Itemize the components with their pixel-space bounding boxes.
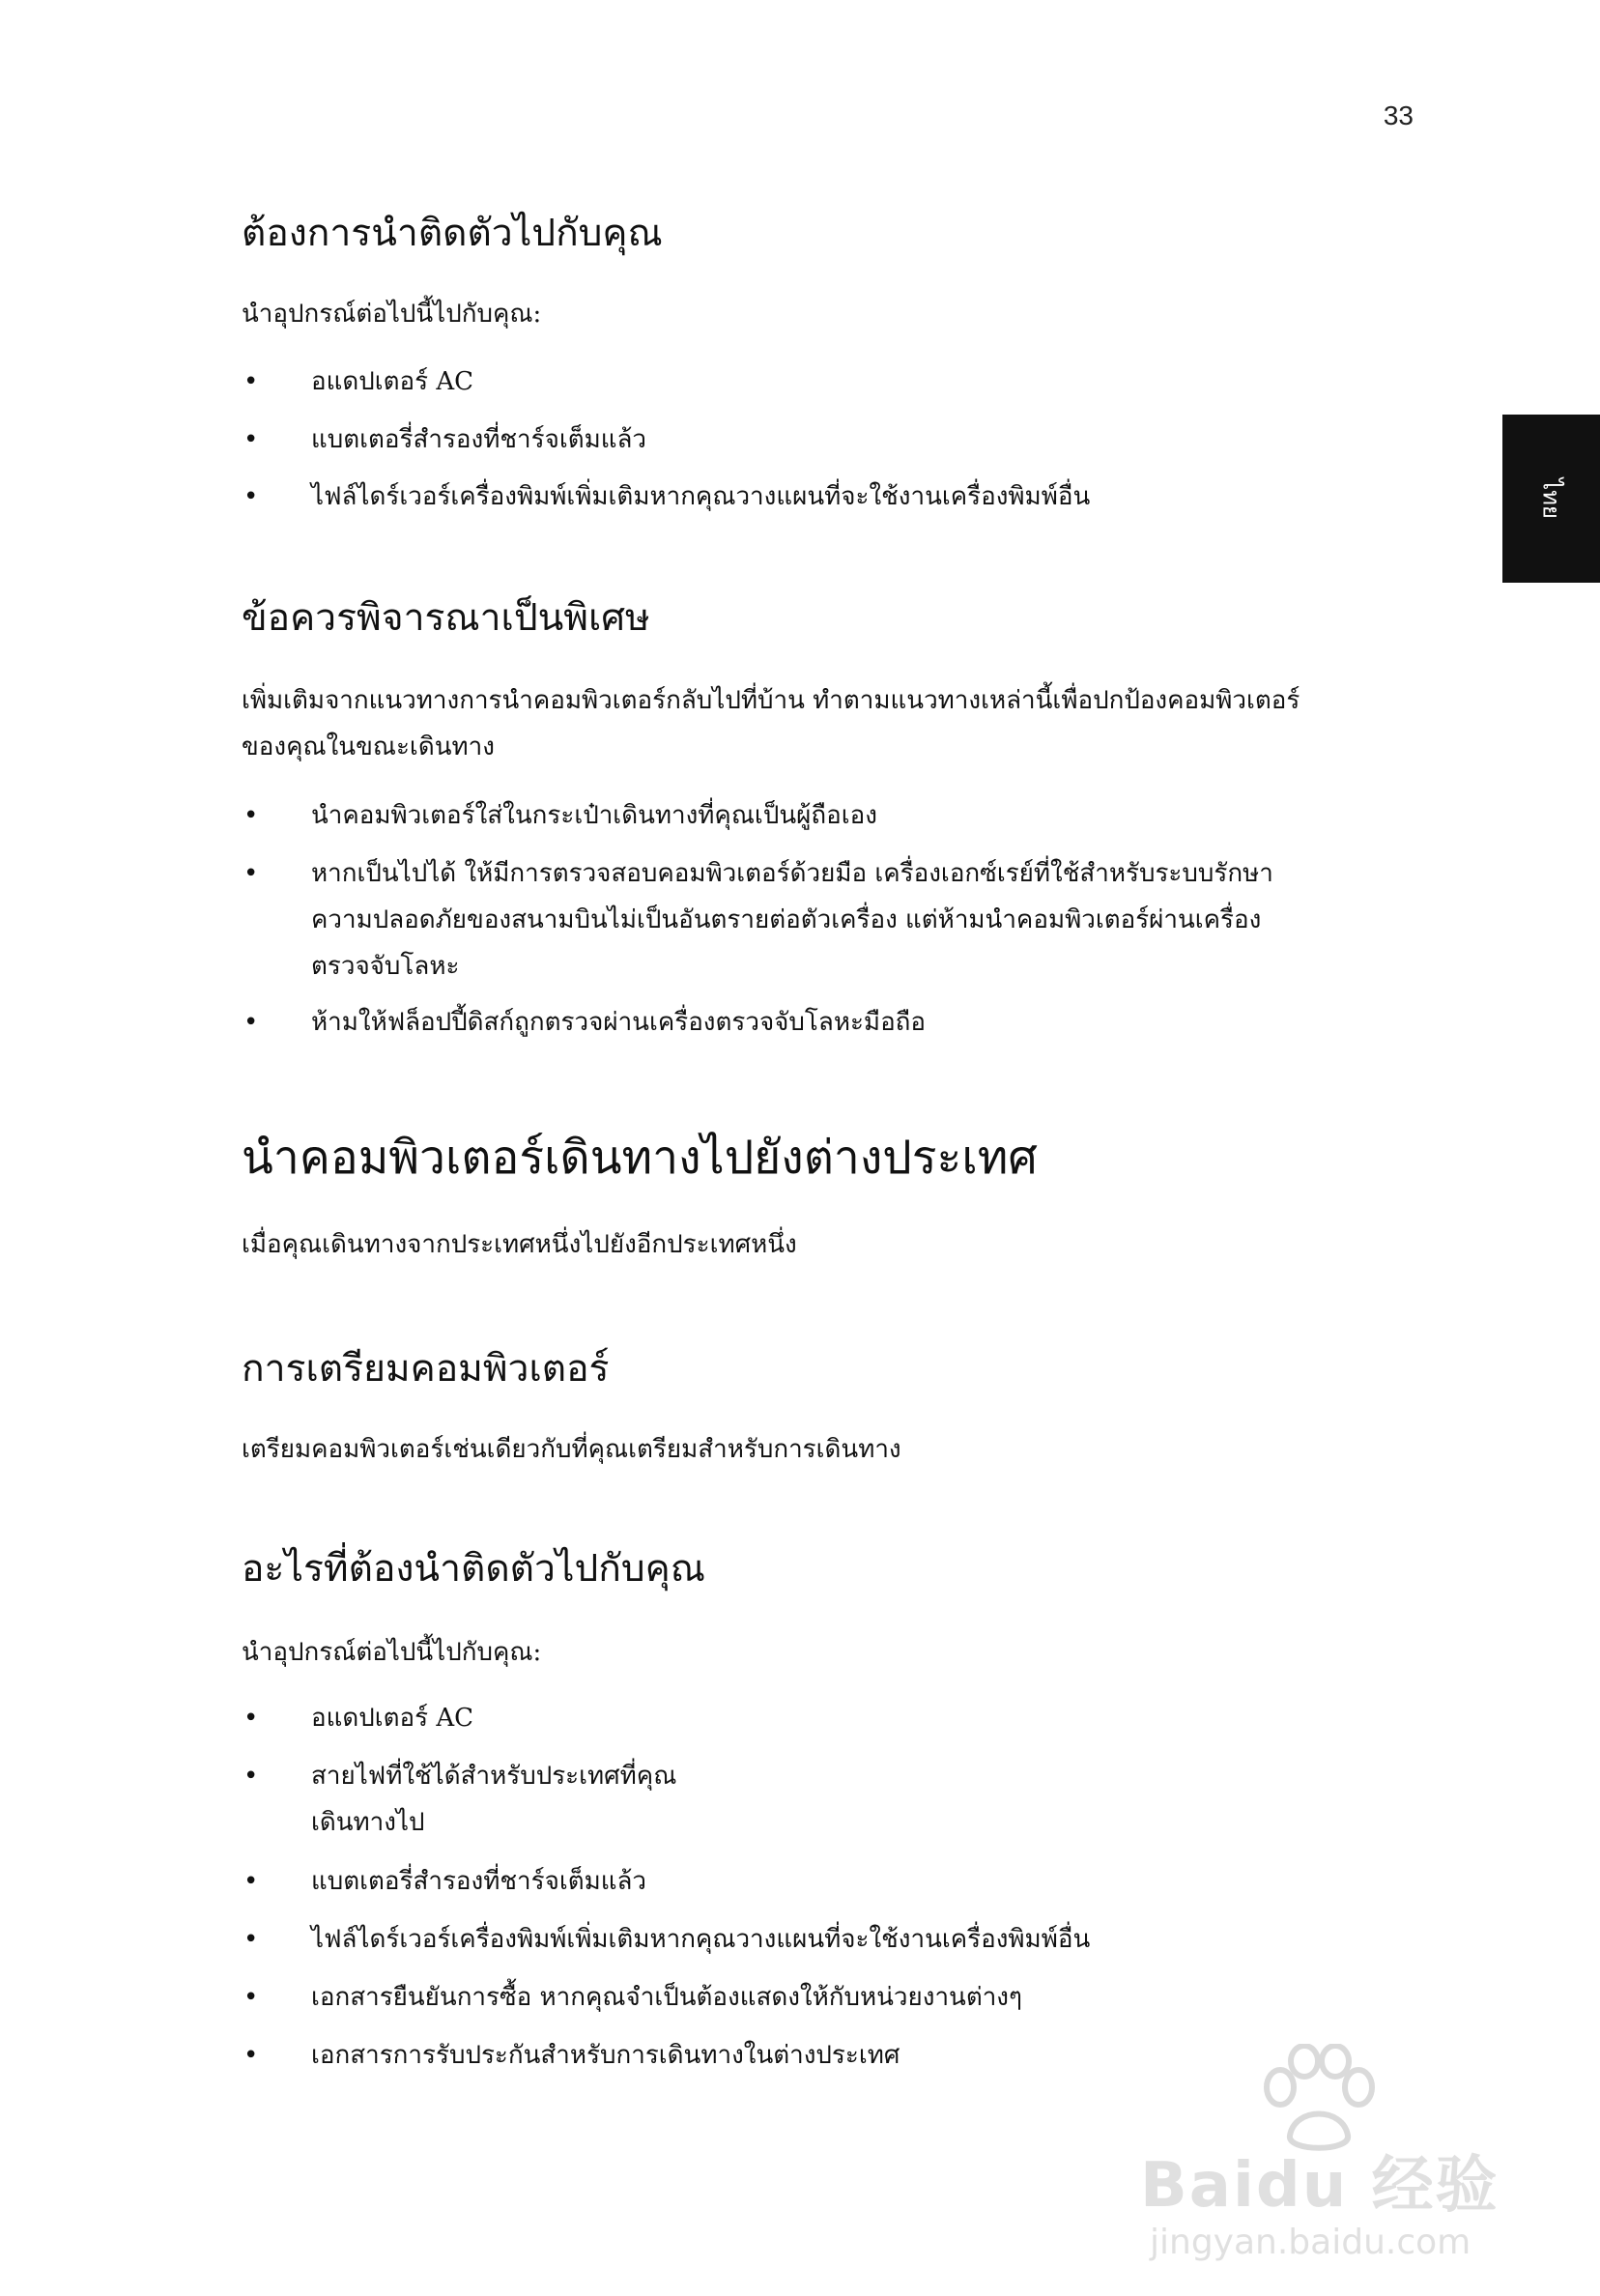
list-item-text: ห้ามให้ฟล็อปปี้ดิสก์ถูกตรวจผ่านเครื่องตรวจจับโลหะมือถือ	[311, 1008, 927, 1037]
section-intro-line: เพิ่มเติมจากแนวทางการนำคอมพิวเตอร์กลับไปที่บ้าน ทำตามแนวทางเหล่านี้เพื่อปกป้องคอมพิวเตอร์	[242, 686, 1300, 715]
list-item-text: แบตเตอรี่สำรองที่ชาร์จเต็มแล้ว	[311, 425, 647, 454]
baidu-watermark	[1121, 2044, 1527, 2285]
list-item-text: นำคอมพิวเตอร์ใส่ในกระเป๋าเดินทางที่คุณเป็นผู้ถือเอง	[311, 801, 877, 830]
bullet-icon: •	[243, 859, 259, 888]
list-item-text: เอกสารการรับประกันสำหรับการเดินทางในต่างประเทศ	[311, 2041, 900, 2070]
section-title-special-considerations: ข้อควรพิจารณาเป็นพิเศษ	[242, 596, 650, 640]
section-intro: เตรียมคอมพิวเตอร์เช่นเดียวกับที่คุณเตรียมสำหรับการเดินทาง	[242, 1435, 901, 1464]
list-item-text: ตรวจจับโลหะ	[311, 952, 460, 981]
section-title-international-travel: นำคอมพิวเตอร์เดินทางไปยังต่างประเทศ	[242, 1131, 1038, 1185]
bullet-icon: •	[243, 2041, 259, 2070]
bullet-icon: •	[243, 1704, 259, 1733]
bullet-icon: •	[243, 1983, 259, 2012]
list-item-text: ไฟล์ไดร์เวอร์เครื่องพิมพ์เพิ่มเติมหากคุณวางแผนที่จะใช้งานเครื่องพิมพ์อื่น	[311, 1925, 1091, 1954]
list-item-text: เดินทางไป	[311, 1808, 425, 1837]
bullet-icon: •	[243, 1762, 259, 1791]
section-intro-line: ของคุณในขณะเดินทาง	[242, 732, 495, 761]
bullet-icon: •	[243, 367, 259, 396]
watermark-brand: Baidu 经验	[1140, 2150, 1500, 2222]
bullet-icon: •	[243, 801, 259, 830]
bullet-icon: •	[243, 1008, 259, 1037]
section-title-preparing-computer: การเตรียมคอมพิวเตอร์	[242, 1347, 610, 1391]
list-item-text: ไฟล์ไดร์เวอร์เครื่องพิมพ์เพิ่มเติมหากคุณวางแผนที่จะใช้งานเครื่องพิมพ์อื่น	[311, 482, 1091, 511]
list-item-text: อแดปเตอร์ AC	[311, 1704, 474, 1733]
list-item-text: ความปลอดภัยของสนามบินไม่เป็นอันตรายต่อตัวเครื่อง แต่ห้ามนำคอมพิวเตอร์ผ่านเครื่อง	[311, 905, 1262, 934]
bullet-icon: •	[243, 482, 259, 511]
bullet-icon: •	[243, 1925, 259, 1954]
page-number: 33	[1383, 100, 1414, 130]
list-item-text: แบตเตอรี่สำรองที่ชาร์จเต็มแล้ว	[311, 1867, 647, 1896]
section-intro: นำอุปกรณ์ต่อไปนี้ไปกับคุณ:	[242, 1638, 542, 1667]
section-intro: นำอุปกรณ์ต่อไปนี้ไปกับคุณ:	[242, 300, 542, 329]
section-title-what-to-bring: ต้องการนำติดตัวไปกับคุณ	[242, 212, 663, 255]
section-title-what-to-take: อะไรที่ต้องนำติดตัวไปกับคุณ	[242, 1547, 705, 1591]
bullet-icon: •	[243, 1867, 259, 1896]
section-intro: เมื่อคุณเดินทางจากประเทศหนึ่งไปยังอีกประเทศหนึ่ง	[242, 1230, 797, 1259]
list-item-text: อแดปเตอร์ AC	[311, 367, 474, 396]
list-item-text: หากเป็นไปได้ ให้มีการตรวจสอบคอมพิวเตอร์ด้วยมือ เครื่องเอกซ์เรย์ที่ใช้สำหรับระบบรักษา	[311, 859, 1273, 888]
watermark-site: jingyan.baidu.com	[1150, 2223, 1471, 2262]
bullet-icon: •	[243, 425, 259, 454]
language-tab	[1502, 415, 1600, 583]
language-tab-label: ไทย	[1537, 478, 1564, 519]
list-item-text: สายไฟที่ใช้ได้สำหรับประเทศที่คุณ	[311, 1762, 677, 1791]
list-item-text: เอกสารยืนยันการซื้อ หากคุณจำเป็นต้องแสดงให้กับหน่วยงานต่างๆ	[311, 1983, 1022, 2012]
